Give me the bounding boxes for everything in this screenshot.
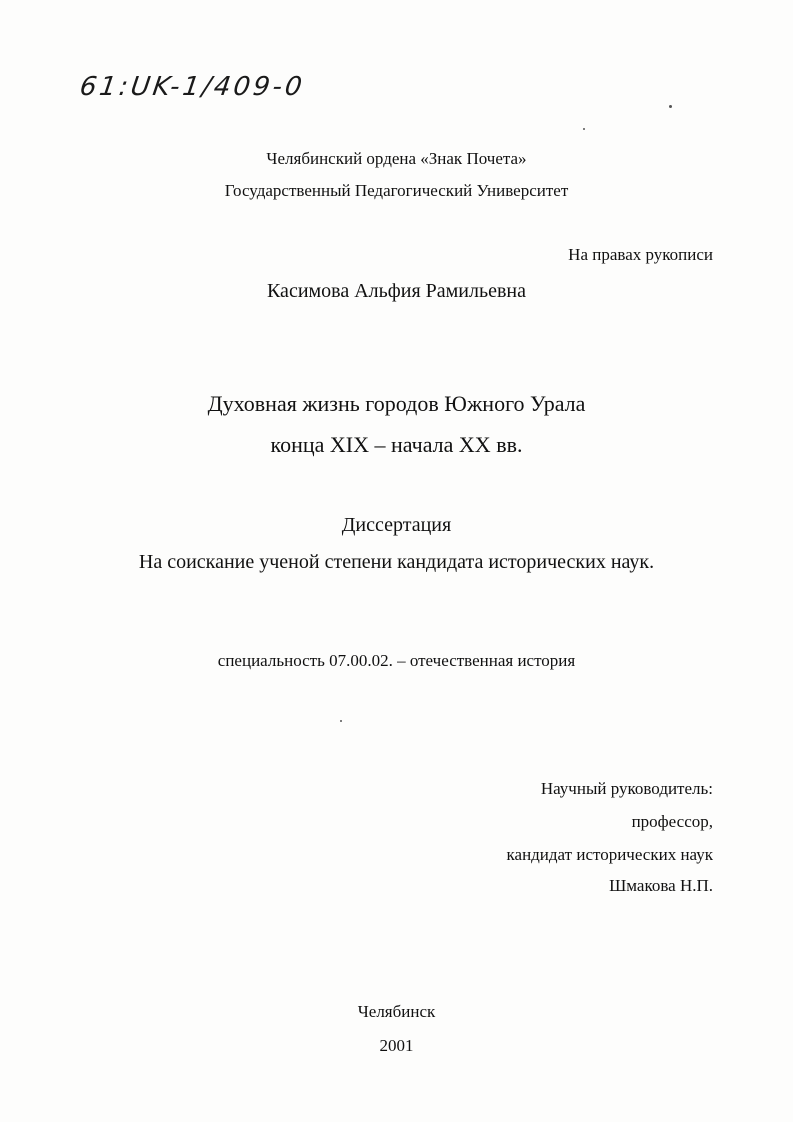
specialty-line: специальность 07.00.02. – отечественная история [217, 651, 576, 670]
scan-speck [669, 105, 672, 108]
dissertation-title-line-1: Духовная жизнь городов Южного Урала [207, 391, 586, 416]
institution-line-1: Челябинский ордена «Знак Почета» [266, 149, 527, 168]
supervisor-label: Научный руководитель: [540, 779, 713, 798]
supervisor-title-1: профессор, [631, 812, 713, 831]
scan-speck [340, 720, 342, 722]
city: Челябинск [357, 1002, 436, 1021]
institution-line-2: Государственный Педагогический Университет [224, 181, 569, 200]
supervisor-title-2: кандидат исторических наук [506, 845, 713, 864]
manuscript-note: На правах рукописи [568, 245, 713, 264]
degree-line: На соискание ученой степени кандидата исторических наук. [138, 551, 655, 573]
year: 2001 [379, 1036, 414, 1055]
dissertation-title-line-2: конца XIX – начала XX вв. [270, 432, 523, 457]
author-name: Касимова Альфия Рамильевна [266, 280, 526, 302]
archive-code-handwritten: 61:UK-1/409-0 [77, 72, 307, 102]
document-type: Диссертация [341, 514, 452, 536]
scan-speck [583, 128, 585, 130]
supervisor-name: Шмакова Н.П. [609, 876, 713, 895]
